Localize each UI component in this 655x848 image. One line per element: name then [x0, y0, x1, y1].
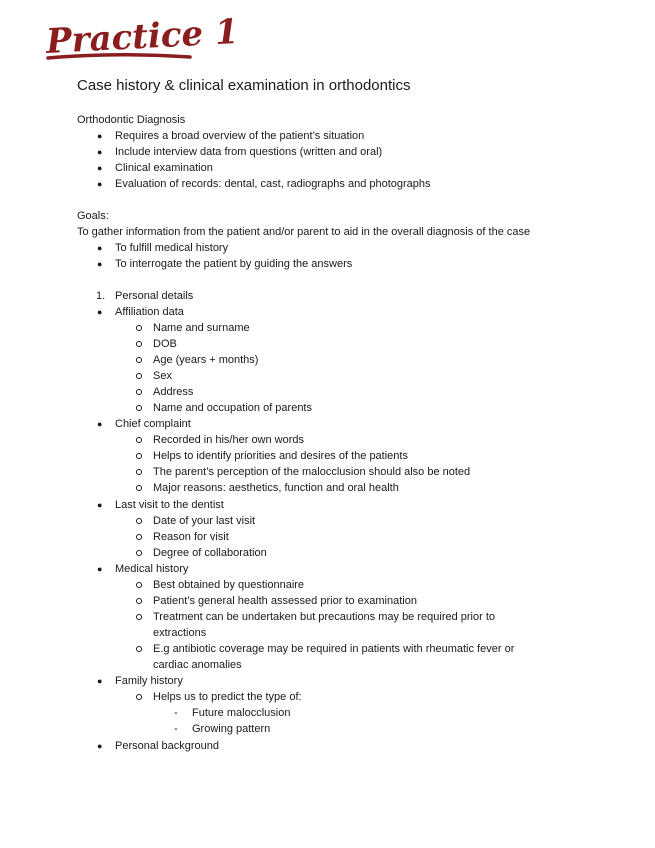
circle-bullet [136, 469, 142, 475]
list-item: Patient’s general health assessed prior to examination [153, 595, 417, 607]
bullet-marker: ● [97, 131, 103, 141]
bullet-marker: ● [97, 676, 103, 686]
circle-bullet [136, 534, 142, 540]
dash-bullet: - [174, 707, 178, 719]
list-item: Include interview data from questions (written and oral) [115, 146, 383, 158]
list-item: Future malocclusion [192, 707, 291, 719]
list-item: To interrogate the patient by guiding the answers [115, 258, 353, 270]
circle-bullet [136, 485, 142, 491]
list-item: Address [153, 386, 194, 398]
bullet-marker: ● [97, 147, 103, 157]
list-item: Last visit to the dentist [115, 499, 224, 511]
bullet-marker: ● [97, 243, 103, 253]
section-heading: Personal details [115, 290, 194, 302]
logo-text: Practice 1 [45, 11, 240, 63]
bullet-marker: ● [97, 564, 103, 574]
list-item: Best obtained by questionnaire [153, 579, 305, 591]
list-item: Affiliation data [115, 306, 184, 318]
bullet-marker: ● [97, 259, 103, 269]
list-item: Evaluation of records: dental, cast, radiographs and photographs [115, 178, 431, 190]
circle-bullet [136, 389, 142, 395]
goals-intro: To gather information from the patient and/or parent to aid in the overall diagnosis of the case [77, 226, 531, 238]
circle-bullet [136, 694, 142, 700]
list-item: Treatment can be undertaken but precautions may be required prior to [153, 611, 496, 623]
list-item: Age (years + months) [153, 354, 259, 366]
circle-bullet [136, 341, 142, 347]
bullet-marker: ● [97, 500, 103, 510]
list-item: The parent’s perception of the malocclusion should also be noted [153, 466, 471, 478]
circle-bullet [136, 405, 142, 411]
list-item: Clinical examination [115, 162, 213, 174]
list-item: Degree of collaboration [153, 547, 267, 559]
circle-bullet [136, 582, 142, 588]
list-item: Family history [115, 675, 183, 687]
list-item: Helps us to predict the type of: [153, 691, 302, 703]
dash-bullet: - [174, 723, 178, 735]
bullet-marker: ● [97, 419, 103, 429]
list-item-continuation: cardiac anomalies [153, 659, 242, 671]
list-item: Major reasons: aesthetics, function and oral health [153, 482, 399, 494]
bullet-marker: ● [97, 163, 103, 173]
list-item: Requires a broad overview of the patient’s situation [115, 130, 365, 142]
bullet-marker: ● [97, 741, 103, 751]
list-item: Reason for visit [153, 531, 229, 543]
circle-bullet [136, 646, 142, 652]
diagnosis-heading: Orthodontic Diagnosis [77, 114, 186, 126]
circle-bullet [136, 550, 142, 556]
list-item-continuation: extractions [153, 627, 207, 639]
list-item: Personal background [115, 740, 219, 752]
list-item: Chief complaint [115, 418, 191, 430]
bullet-marker: ● [97, 307, 103, 317]
list-item: Growing pattern [192, 723, 271, 735]
list-item: DOB [153, 338, 177, 350]
list-item: Helps to identify priorities and desires of the patients [153, 450, 408, 462]
circle-bullet [136, 518, 142, 524]
bullet-marker: ● [97, 179, 103, 189]
circle-bullet [136, 325, 142, 331]
page-title: Case history & clinical examination in orthodontics [77, 77, 411, 94]
list-item: To fulfill medical history [115, 242, 229, 254]
list-item: Sex [153, 370, 172, 382]
circle-bullet [136, 453, 142, 459]
list-item: Date of your last visit [153, 515, 256, 527]
circle-bullet [136, 373, 142, 379]
list-number: 1. [96, 290, 106, 302]
list-item: Name and occupation of parents [153, 402, 312, 414]
circle-bullet [136, 598, 142, 604]
list-item: E.g antibiotic coverage may be required in patients with rheumatic fever or [153, 643, 515, 655]
list-item: Name and surname [153, 322, 250, 334]
goals-heading: Goals: [77, 210, 109, 222]
circle-bullet [136, 614, 142, 620]
list-item: Recorded in his/her own words [153, 434, 305, 446]
circle-bullet [136, 357, 142, 363]
practice-1-logo [44, 8, 240, 66]
circle-bullet [136, 437, 142, 443]
list-item: Medical history [115, 563, 189, 575]
